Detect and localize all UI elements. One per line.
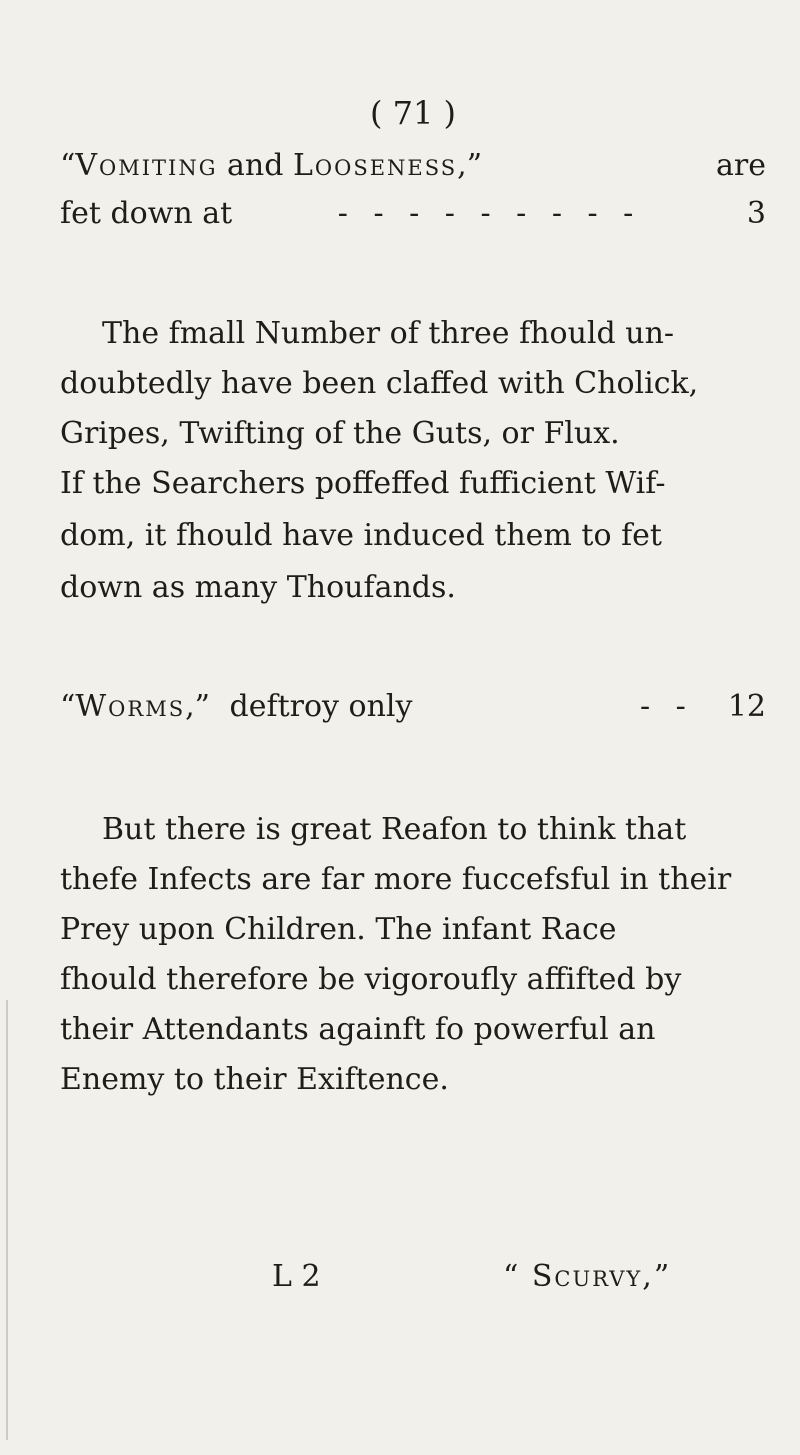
signature-mark: L 2 (272, 1259, 321, 1294)
paragraph-line: Enemy to their Exiftence. (60, 1062, 449, 1097)
entry-term: Vomiting (75, 148, 218, 183)
leader-dashes: - - - - - - - - - (337, 196, 642, 231)
entry-worms-line (60, 689, 766, 724)
paragraph-line: The fmall Number of three fhould un- (102, 316, 675, 351)
quote-open: “ (60, 148, 76, 183)
paragraph-line: fhould therefore be vigoroufly affifted by (60, 962, 682, 997)
entry-lead-text: fet down at (60, 196, 233, 231)
entry-conjunction: and (217, 148, 293, 183)
leader-dashes: - - (640, 689, 694, 724)
quote-close: ,” (185, 689, 210, 724)
page-edge-shadow (6, 1000, 8, 1440)
quote-open: “ (60, 689, 76, 724)
paragraph-line: their Attendants againft fo powerful an (60, 1012, 656, 1047)
paragraph-line: But there is great Reafon to think that (102, 812, 687, 847)
entry-term: Worms (75, 689, 186, 724)
paragraph-line: If the Searchers poffeffed fufficient Wif- (60, 466, 666, 501)
page-number: ( 71 ) (370, 94, 457, 132)
entry-term-2: Looseness (292, 148, 458, 183)
paragraph-line: doubtedly have been claffed with Cholick, (60, 366, 699, 401)
paragraph-line: down as many Thoufands. (60, 570, 456, 605)
paragraph-line: Gripes, Twifting of the Guts, or Flux. (60, 416, 620, 451)
paragraph-line: thefe Infects are far more fuccefsful in their (60, 862, 732, 897)
quote-close: ,” (457, 148, 483, 183)
catchword: “ Scurvy,” (503, 1259, 672, 1294)
entry-count: 12 (727, 689, 766, 724)
paragraph-line: dom, it fhould have induced them to fet (60, 518, 662, 553)
paragraph-line: Prey upon Children. The infant Race (60, 912, 617, 947)
entry-count: 3 (746, 196, 766, 231)
entry-tail: deftroy only (229, 689, 413, 724)
entry-vomiting-heading (60, 148, 766, 183)
entry-tail: are (716, 148, 766, 183)
entry-vomiting-count-line (60, 196, 766, 231)
